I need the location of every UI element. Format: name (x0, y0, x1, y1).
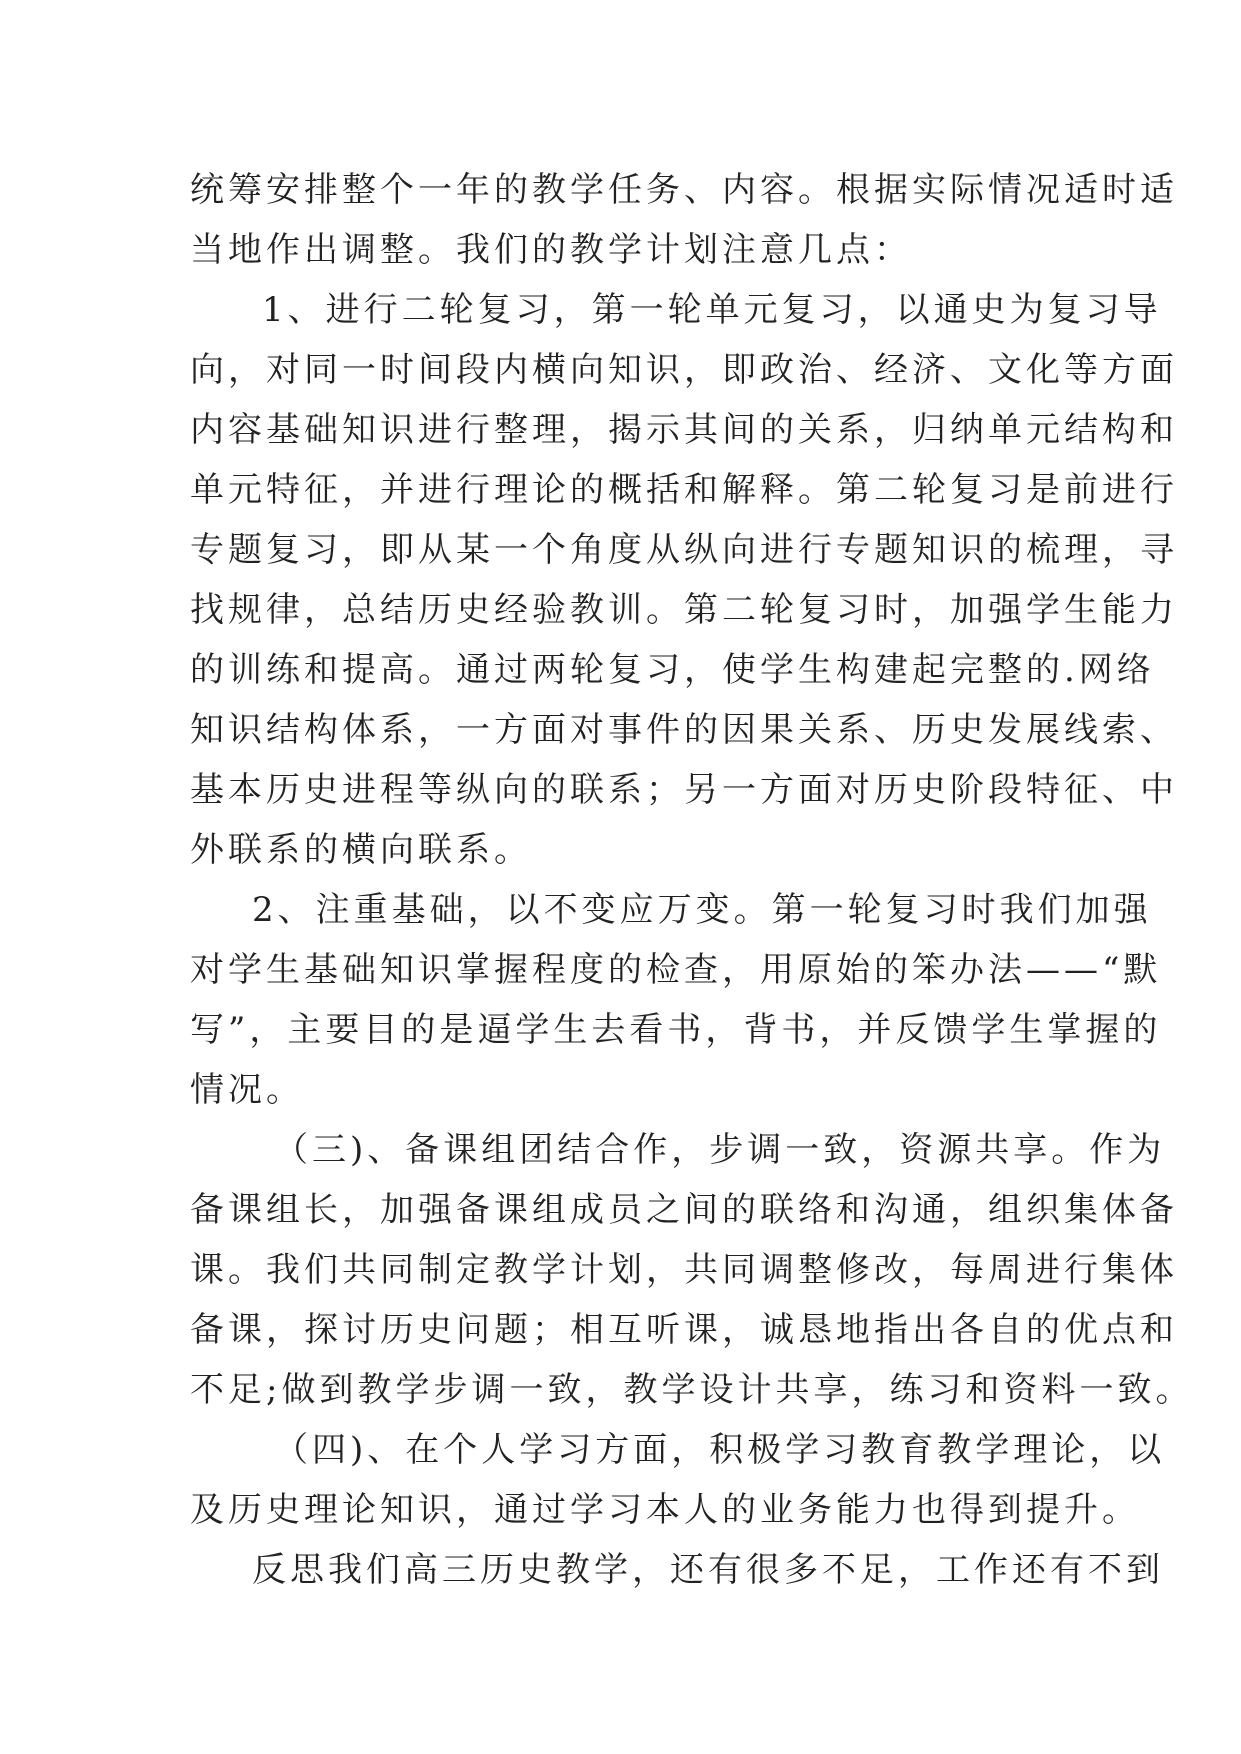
text-line: 找规律，总结历史经验教训。第二轮复习时，加强学生能力 (190, 590, 1178, 630)
text-line: 当地作出调整。我们的教学计划注意几点： (190, 230, 912, 270)
text-line: 备课，探讨历史问题；相互听课，诚恳地指出各自的优点和 (190, 1310, 1178, 1350)
paragraph-start-line: 1、进行二轮复习，第一轮单元复习，以通史为复习导 (262, 290, 1162, 330)
paragraph-start-line: （四)、在个人学习方面，积极学习教育教学理论，以 (274, 1430, 1166, 1470)
text-line: 统筹安排整个一年的教学任务、内容。根据实际情况适时适 (190, 170, 1178, 210)
text-line: 内容基础知识进行整理，揭示其间的关系，归纳单元结构和 (190, 410, 1178, 450)
text-line: 的训练和提高。通过两轮复习，使学生构建起完整的.网络 (190, 650, 1155, 690)
text-line: 知识结构体系，一方面对事件的因果关系、历史发展线索、 (190, 710, 1178, 750)
text-line: 写”，主要目的是逼学生去看书，背书，并反馈学生掌握的 (190, 1010, 1162, 1050)
text-line: 外联系的横向联系。 (190, 830, 532, 870)
text-line: 不足;做到教学步调一致，教学设计共享，练习和资料一致。 (190, 1370, 1194, 1410)
text-line: 向，对同一时间段内横向知识，即政治、经济、文化等方面 (190, 350, 1178, 390)
body-text (190, 160, 1194, 1600)
text-line: 单元特征，并进行理论的概括和解释。第二轮复习是前进行 (190, 470, 1178, 510)
paragraph-start-line: （三)、备课组团结合作，步调一致，资源共享。作为 (274, 1130, 1166, 1170)
text-line: 基本历史进程等纵向的联系；另一方面对历史阶段特征、中 (190, 770, 1178, 810)
text-line: 对学生基础知识掌握程度的检查，用原始的笨办法——“默 (190, 950, 1162, 990)
text-line: 专题复习，即从某一个角度从纵向进行专题知识的梳理，寻 (190, 530, 1178, 570)
text-line: 课。我们共同制定教学计划，共同调整修改，每周进行集体 (190, 1250, 1178, 1290)
text-line: 备课组长，加强备课组成员之间的联络和沟通，组织集体备 (190, 1190, 1178, 1230)
paragraph-start-line: 2、注重基础，以不变应万变。第一轮复习时我们加强 (252, 890, 1152, 930)
paragraph-start-line: 反思我们高三历史教学，还有很多不足，工作还有不到 (252, 1550, 1164, 1590)
text-line: 及历史理论知识，通过学习本人的业务能力也得到提升。 (190, 1490, 1140, 1530)
text-line: 情况。 (190, 1070, 304, 1110)
